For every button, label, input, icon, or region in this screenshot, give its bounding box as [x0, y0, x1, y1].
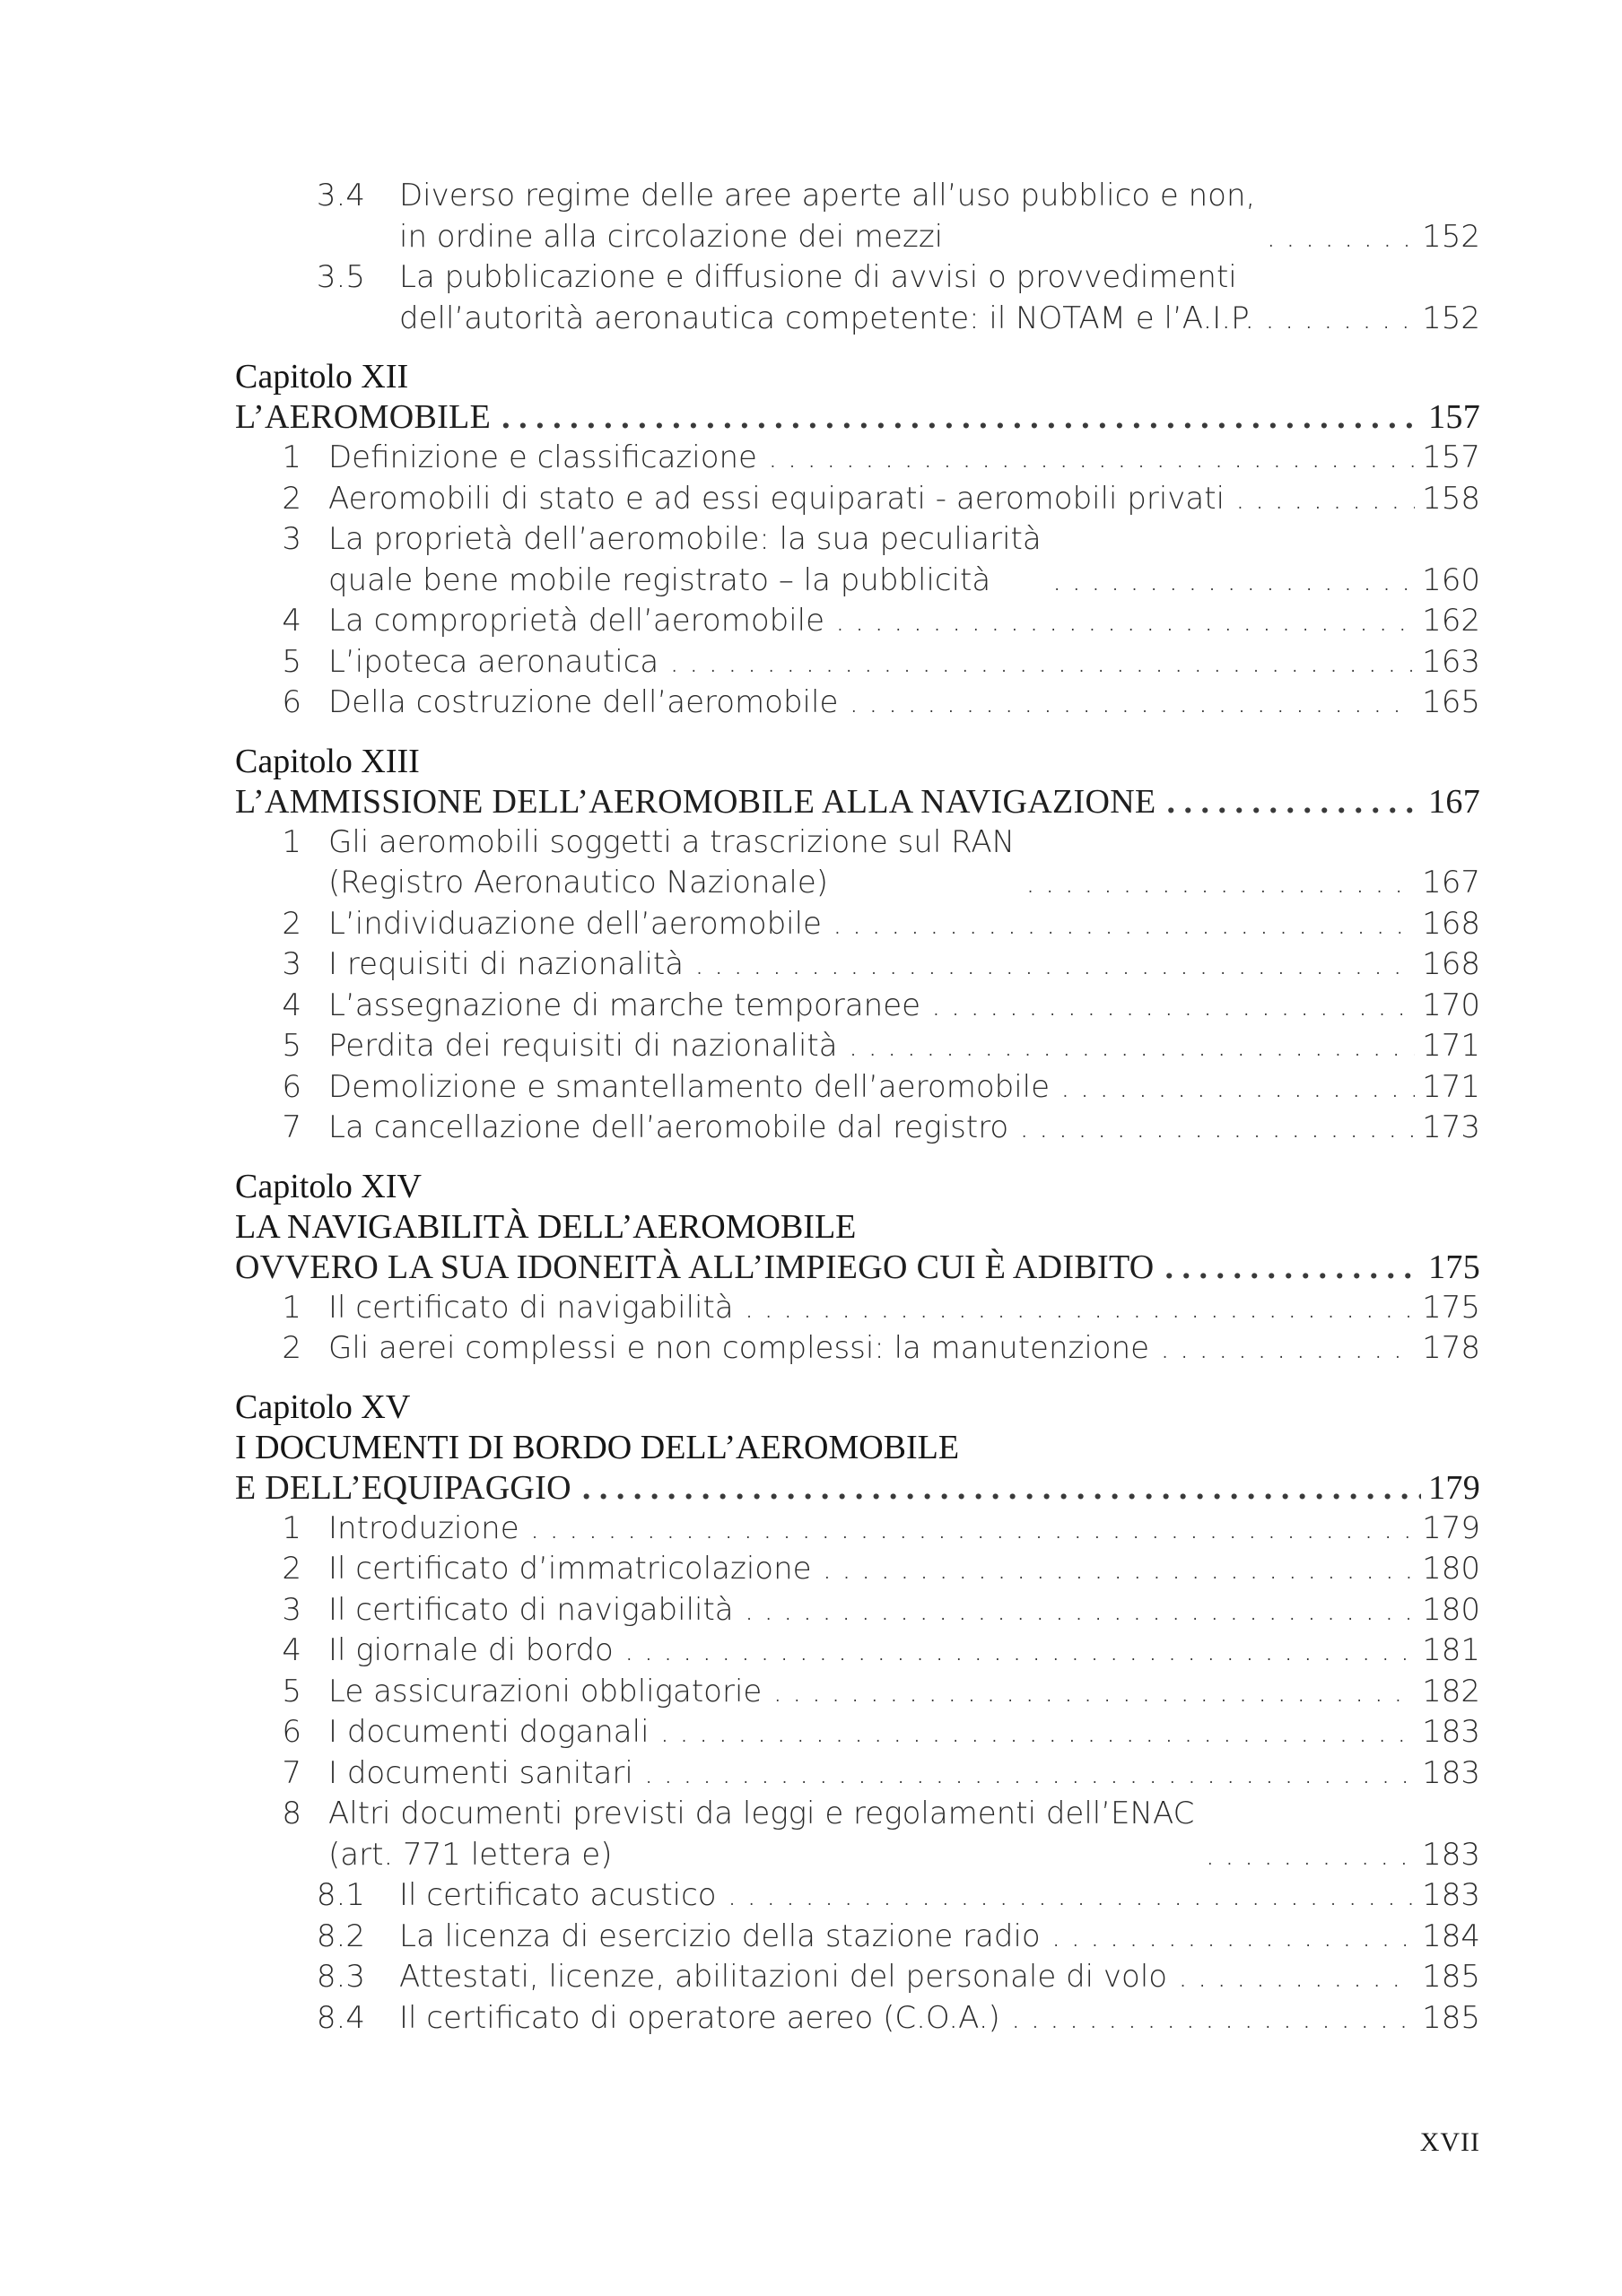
dot-leader [660, 1712, 1416, 1753]
chapter-title[interactable] [235, 782, 1480, 822]
dot-leader [833, 904, 1415, 945]
entry-title [399, 1998, 1000, 2039]
chapter-title-line: E DELL’EQUIPAGGIO [235, 1468, 571, 1507]
entry-title [328, 1108, 1008, 1149]
toc-entry[interactable] [235, 438, 1480, 479]
entry-page-number: 162 [1422, 603, 1480, 639]
entry-number: 8 [282, 1796, 301, 1831]
entry-number: 3 [282, 1591, 301, 1628]
entry-number: 5 [282, 643, 301, 680]
entry-number: 6 [282, 684, 301, 720]
entry-title-line: Introduzione [328, 1509, 519, 1546]
entry-number: 4 [282, 603, 301, 639]
entry-title-line: La licenza di esercizio della stazione radio [399, 1918, 1041, 1954]
entry-title-line: dell’autorità aeronautica competente: il NOTAM e l’A.I.P. [399, 300, 1255, 336]
entry-page-number: 157 [1422, 439, 1480, 475]
entry-page-number: 170 [1422, 987, 1480, 1023]
entry-number: 5 [282, 1673, 301, 1709]
entry-number: 1 [282, 439, 301, 475]
entry-number: 3.5 [316, 259, 365, 295]
chapter-block [235, 1387, 1480, 2039]
entry-page-number: 181 [1422, 1632, 1480, 1668]
table-of-contents [235, 176, 1480, 2039]
toc-entry[interactable] [235, 1794, 1480, 1875]
entry-page-number: 183 [1422, 1754, 1480, 1791]
entry-title [328, 438, 757, 479]
entry-number: 8.4 [316, 1999, 365, 2036]
toc-entry[interactable] [235, 1753, 1480, 1795]
toc-entry[interactable] [235, 257, 1480, 339]
entry-title [328, 1753, 633, 1795]
dot-leader [745, 1590, 1415, 1631]
chapter-title[interactable] [235, 1248, 1480, 1288]
toc-entry[interactable] [235, 1672, 1480, 1713]
entry-number: 8.2 [316, 1918, 365, 1954]
entry-title-line: Definizione e classificazione [328, 439, 757, 475]
toc-entry[interactable] [235, 1712, 1480, 1753]
entry-title [328, 601, 824, 642]
dot-leader [644, 1753, 1415, 1795]
toc-entry[interactable] [235, 986, 1480, 1027]
entry-title [328, 1590, 734, 1631]
entry-title [328, 1509, 519, 1550]
dot-leader [745, 1288, 1415, 1329]
toc-entry[interactable] [235, 1549, 1480, 1590]
toc-entry[interactable] [235, 1957, 1480, 1998]
dot-leader [1011, 1998, 1415, 2039]
entry-title [328, 904, 822, 945]
chapter-title[interactable] [235, 397, 1480, 438]
toc-entry[interactable] [235, 601, 1480, 642]
entry-title-line: Gli aeromobili soggetti a trascrizione sul RAN [328, 823, 1016, 860]
dot-leader [1166, 782, 1421, 822]
chapter-label: Capitolo XV [235, 1387, 411, 1426]
entry-page-number: 180 [1422, 1591, 1480, 1628]
entry-page-number: 152 [1422, 218, 1480, 255]
entry-number: 6 [282, 1714, 301, 1750]
entry-number: 3 [282, 946, 301, 982]
entry-title-line: L’assegnazione di marche temporanee [328, 987, 921, 1023]
entry-page-number: 175 [1422, 1289, 1480, 1326]
entry-number: 2 [282, 1551, 301, 1587]
entry-page-number: 179 [1422, 1509, 1480, 1546]
toc-entry[interactable] [235, 1917, 1480, 1958]
toc-entry[interactable] [235, 642, 1480, 683]
entry-page-number: 168 [1422, 946, 1480, 982]
entry-title-line: Altri documenti previsti da leggi e regolamenti dell’ENAC [328, 1796, 1195, 1831]
entry-title [328, 1026, 838, 1067]
entry-title-line: Attestati, licenze, abilitazioni del personale di volo [399, 1959, 1168, 1995]
toc-entry[interactable] [235, 176, 1480, 257]
toc-entry[interactable] [235, 1328, 1480, 1370]
entry-title-line: Diverso regime delle aree aperte all’uso pubblico e non, [399, 178, 1256, 213]
chapter-label: Capitolo XIII [235, 742, 420, 780]
dot-leader [1165, 1248, 1422, 1288]
entry-title [399, 1957, 1167, 1998]
entry-title-line: Gli aerei complessi e non complessi: la manutenzione [328, 1330, 1150, 1366]
entry-page-number: 184 [1422, 1918, 1480, 1954]
entry-page-number: 165 [1422, 684, 1480, 720]
entry-page-number: 167 [1422, 865, 1480, 900]
chapter-page-number: 179 [1428, 1468, 1480, 1507]
entry-title-line: Della costruzione dell’aeromobile [328, 684, 839, 720]
dot-leader [1205, 1835, 1415, 1876]
toc-entry[interactable] [235, 1288, 1480, 1329]
entry-page-number: 178 [1422, 1330, 1480, 1366]
toc-entry[interactable] [235, 519, 1480, 601]
entry-page-number: 171 [1422, 1028, 1480, 1064]
entry-title-line: Le assicurazioni obbligatorie [328, 1673, 763, 1709]
entry-title-line: Il certificato di navigabilità [328, 1289, 734, 1326]
chapter-title[interactable] [235, 1468, 1480, 1509]
entry-number: 2 [282, 905, 301, 942]
entry-number: 2 [282, 1330, 301, 1366]
entry-title [328, 519, 1042, 601]
entry-title [328, 642, 658, 683]
entry-title-line: (Registro Aeronautico Nazionale) [328, 865, 829, 900]
dot-leader [1051, 1917, 1415, 1958]
entry-number: 4 [282, 1632, 301, 1668]
entry-number: 3 [282, 521, 301, 557]
entry-title [399, 1875, 717, 1917]
toc-entry[interactable] [235, 1590, 1480, 1631]
chapter-page-number: 167 [1428, 782, 1480, 821]
entry-page-number: 160 [1422, 561, 1480, 598]
entry-page-number: 185 [1422, 1959, 1480, 1995]
chapter-title-line: LA NAVIGABILITÀ DELL’AEROMOBILE [235, 1207, 857, 1246]
toc-entry[interactable] [235, 1026, 1480, 1067]
entry-title-line: in ordine alla circolazione dei mezzi [399, 218, 944, 255]
chapter-title-line: L’AEROMOBILE [235, 398, 492, 436]
entry-title [328, 1672, 762, 1713]
entry-title-line: Il certificato acustico [399, 1877, 717, 1913]
dot-leader [1266, 217, 1415, 258]
dot-leader [1052, 561, 1415, 602]
entry-page-number: 168 [1422, 905, 1480, 942]
entry-title [328, 1067, 1050, 1109]
dot-leader [501, 397, 1421, 438]
dot-leader [1235, 479, 1415, 520]
chapter-page-number: 175 [1428, 1248, 1480, 1286]
toc-entry[interactable] [235, 1998, 1480, 2039]
entry-number: 7 [282, 1109, 301, 1145]
page-number: XVII [1419, 2127, 1480, 2157]
toc-entry[interactable] [235, 1067, 1480, 1109]
entry-page-number: 183 [1422, 1714, 1480, 1750]
dot-leader [931, 986, 1415, 1027]
entry-title [399, 257, 1254, 339]
chapter-block [235, 357, 1480, 724]
dot-leader [1265, 299, 1415, 340]
chapter-title-line: L’AMMISSIONE DELL’AEROMOBILE ALLA NAVIGAZIONE [235, 782, 1156, 821]
dot-leader [823, 1549, 1416, 1590]
entry-page-number: 183 [1422, 1877, 1480, 1913]
dot-leader [849, 1026, 1416, 1067]
entry-number: 8.3 [316, 1959, 365, 1995]
entry-number: 7 [282, 1754, 301, 1791]
entry-title-line: I documenti sanitari [328, 1754, 633, 1791]
chapter-block [235, 1167, 1480, 1370]
continued-entries [235, 176, 1480, 339]
entry-title [328, 1794, 1194, 1875]
chapter-label: Capitolo XII [235, 358, 409, 396]
dot-leader [669, 642, 1415, 683]
entry-title [328, 1631, 614, 1672]
entry-title-line: I documenti doganali [328, 1714, 650, 1750]
entry-title [399, 1917, 1041, 1958]
toc-entry[interactable] [235, 944, 1480, 986]
entry-title [328, 1288, 734, 1329]
toc-entry[interactable] [235, 683, 1480, 724]
dot-leader [694, 944, 1415, 986]
dot-leader [530, 1509, 1415, 1550]
entry-title [328, 1328, 1149, 1370]
chapter-title-line: OVVERO LA SUA IDONEITÀ ALL’IMPIEGO CUI È ADIBITO [235, 1248, 1155, 1286]
entry-title-line: Demolizione e smantellamento dell’aeromobile [328, 1068, 1051, 1105]
entry-page-number: 185 [1422, 1999, 1480, 2036]
dot-leader [772, 1672, 1415, 1713]
toc-entry[interactable] [235, 1875, 1480, 1917]
entry-title [328, 944, 684, 986]
entry-number: 2 [282, 480, 301, 517]
dot-leader [582, 1468, 1421, 1509]
entry-page-number: 182 [1422, 1673, 1480, 1709]
dot-leader [1178, 1957, 1415, 1998]
entry-page-number: 173 [1422, 1109, 1480, 1145]
entry-title [328, 683, 838, 724]
entry-title-line: (art. 771 lettera e) [328, 1836, 613, 1873]
entry-page-number: 152 [1422, 300, 1480, 336]
entry-title-line: La proprietà dell’aeromobile: la sua peculiarità [328, 521, 1042, 557]
dot-leader [1019, 1108, 1415, 1149]
entry-title-line: Aeromobili di stato e ad essi equiparati - aeromobili privati [328, 480, 1225, 517]
toc-entry[interactable] [235, 1108, 1480, 1149]
entry-number: 1 [282, 823, 301, 860]
dot-leader [1160, 1328, 1415, 1370]
entry-title-line: La cancellazione dell’aeromobile dal registro [328, 1109, 1009, 1145]
chapter-block [235, 742, 1480, 1149]
entry-title [328, 1712, 650, 1753]
entry-title-line: La pubblicazione e diffusione di avvisi o provvedimenti [399, 259, 1237, 295]
chapter-page-number: 157 [1428, 398, 1480, 436]
entry-title-line: L’ipoteca aeronautica [328, 643, 659, 680]
entry-page-number: 180 [1422, 1551, 1480, 1587]
entry-title-line: I requisiti di nazionalità [328, 946, 685, 982]
entry-number: 1 [282, 1289, 301, 1326]
dot-leader [1060, 1067, 1415, 1109]
entry-title [399, 176, 1255, 257]
toc-entry[interactable] [235, 822, 1480, 904]
entry-number: 8.1 [316, 1877, 365, 1913]
entry-title-line: Perdita dei requisiti di nazionalità [328, 1028, 838, 1064]
entry-title [328, 986, 920, 1027]
toc-entry[interactable] [235, 1631, 1480, 1672]
entry-title [328, 479, 1225, 520]
entry-title-line: L’individuazione dell’aeromobile [328, 905, 822, 942]
entry-title [328, 822, 1015, 904]
dot-leader [728, 1875, 1415, 1917]
entry-page-number: 171 [1422, 1068, 1480, 1105]
entry-number: 4 [282, 987, 301, 1023]
entry-title-line: Il certificato di navigabilità [328, 1591, 734, 1628]
dot-leader [768, 438, 1415, 479]
entry-number: 1 [282, 1509, 301, 1546]
entry-number: 3.4 [316, 178, 365, 213]
dot-leader [849, 683, 1415, 724]
entry-title [328, 1549, 812, 1590]
entry-title-line: Il certificato di operatore aereo (C.O.A.) [399, 1999, 1000, 2036]
entry-title-line: Il giornale di bordo [328, 1632, 614, 1668]
toc-entry[interactable] [235, 1509, 1480, 1550]
toc-entry[interactable] [235, 479, 1480, 520]
entry-page-number: 158 [1422, 480, 1480, 517]
entry-number: 6 [282, 1068, 301, 1105]
entry-number: 5 [282, 1028, 301, 1064]
dot-leader [1025, 863, 1415, 904]
dot-leader [624, 1631, 1415, 1672]
toc-entry[interactable] [235, 904, 1480, 945]
chapter-label: Capitolo XIV [235, 1167, 422, 1205]
entry-title-line: quale bene mobile registrato – la pubblicità [328, 561, 991, 598]
entry-title-line: Il certificato d’immatricolazione [328, 1551, 812, 1587]
chapter-title-line: I DOCUMENTI DI BORDO DELL’AEROMOBILE [235, 1428, 960, 1466]
entry-page-number: 183 [1422, 1836, 1480, 1873]
dot-leader [835, 601, 1415, 642]
entry-page-number: 163 [1422, 643, 1480, 680]
entry-title-line: La comproprietà dell’aeromobile [328, 603, 825, 639]
